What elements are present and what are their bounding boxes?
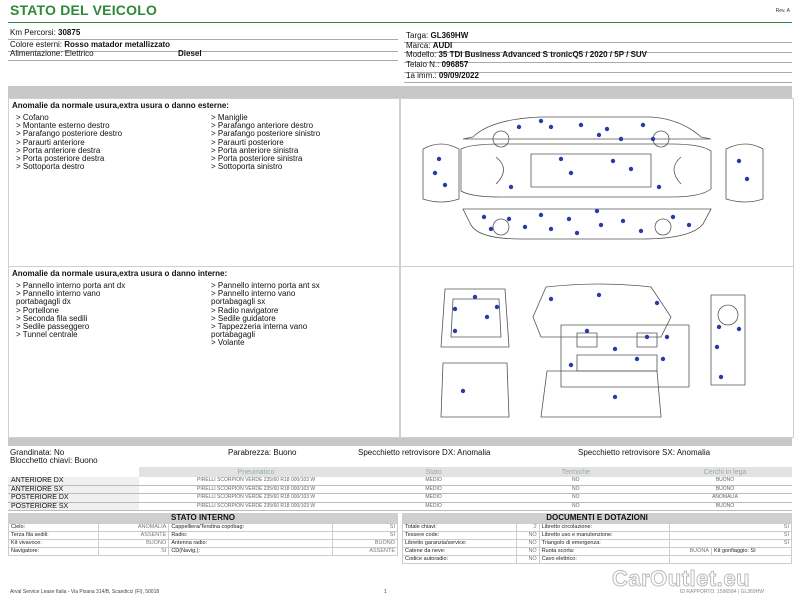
field-value: SI [669, 524, 791, 532]
table-row [8, 494, 792, 503]
list-item: > Parafango posteriore sinistro [211, 129, 321, 139]
fuel-label: Alimentazione: Elettrico [10, 49, 94, 58]
field-value: NO [516, 556, 539, 564]
interior-state-table [8, 523, 398, 556]
field-label: Radio: [169, 532, 333, 540]
tyre-model: PIRELLI SCORPION VERDE 235/60 R18 000/103 W [139, 494, 374, 503]
field-label: Libretto garanzia/service: [403, 540, 517, 548]
brand-value: AUDI [432, 41, 453, 50]
divider [8, 60, 398, 61]
car-interior-diagram [401, 267, 793, 437]
field-label: Cavo elettrico: [539, 556, 669, 564]
mirror-dx-status: Specchietto retrovisore DX: Anomalia [358, 448, 491, 457]
tyre-state: MEDIO [374, 485, 494, 494]
table-row [403, 540, 792, 548]
external-diagram-panel [400, 98, 794, 268]
table-row [403, 532, 792, 540]
list-item: > Radio navigatore [211, 305, 279, 315]
table-header: Pneumatico [139, 467, 374, 477]
table-row [8, 477, 792, 485]
document-title: STATO DEL VEICOLO [10, 2, 158, 18]
section-band [8, 86, 792, 98]
list-item: > Maniglie [211, 113, 248, 122]
title-rule [8, 22, 792, 23]
list-item: > Porta anteriore destra [16, 145, 101, 155]
external-damage-list-1 [16, 114, 122, 171]
field-label: Kit vivavoce: [9, 540, 99, 548]
tyre-state: MEDIO [374, 477, 494, 485]
list-item: > Tunnel centrale [16, 330, 78, 340]
tyre-position: ANTERIORE SX [8, 485, 139, 494]
color-value: Rosso matador metallizzato [64, 40, 171, 49]
color-label: Colore esterni: [10, 40, 63, 49]
list-item: > Pannello interno porta ant sx [211, 281, 320, 290]
table-row [9, 532, 398, 540]
tyre-model: PIRELLI SCORPION VERDE 235/60 R18 000/103 W [139, 485, 374, 494]
brand-label: Marca: [406, 41, 431, 50]
list-item: > Porta anteriore sinistra [211, 145, 299, 155]
plate-value: GL369HW [430, 31, 469, 40]
tyre-model: PIRELLI SCORPION VERDE 235/60 R18 000/103 W [139, 502, 374, 511]
table-header: Termiche [494, 467, 658, 477]
table-row [403, 524, 792, 532]
field-label: Tessere code: [403, 532, 517, 540]
table-row [8, 502, 792, 511]
chassis-value: 096857 [441, 60, 469, 69]
tyre-position: POSTERIORE SX [8, 502, 139, 511]
list-item: > Volante [211, 338, 245, 348]
field-value: BUONO [98, 540, 168, 548]
list-item: > Porta posteriore sinistra [211, 154, 303, 164]
report-reference: ID RAPPORTO: 1596584 | GL369HW [680, 589, 764, 595]
tyre-winter: NO [494, 502, 658, 511]
tyres-table [8, 467, 792, 511]
field-label: Cielo: [9, 524, 99, 532]
car-exterior-diagram [401, 99, 793, 267]
key-lock-status: Blocchetto chiavi: Buono [10, 456, 98, 465]
list-item: portabagagli [211, 330, 256, 340]
field-label: Ruota scorta: [539, 548, 669, 556]
field-label: Triangolo di emergenza: [539, 540, 669, 548]
list-item: > Sottoporta destro [16, 162, 85, 172]
revision-label: Rev. A [775, 8, 790, 14]
field-label: Totale chiavi: [403, 524, 517, 532]
internal-damage-list-1 [16, 282, 125, 339]
km-label: Km Percorsi: [10, 28, 56, 37]
alloy-state: BUONO [658, 502, 792, 511]
list-item: > Tappezzeria interna vano [211, 322, 308, 332]
list-item: > Pannello interno vano [16, 289, 101, 299]
field-value: SI [98, 548, 168, 556]
model-label: Modello: [406, 50, 437, 59]
divider [404, 42, 792, 43]
field-value: 2 [516, 524, 539, 532]
documents-title: DOCUMENTI E DOTAZIONI [402, 513, 792, 523]
tyre-winter: NO [494, 485, 658, 494]
list-item: > Pannello interno porta ant dx [16, 281, 126, 290]
list-item: > Sottoporta sinistro [211, 162, 283, 172]
mirror-sx-status: Specchietto retrovisore SX: Anomalia [578, 448, 711, 457]
external-damage-list-2 [211, 114, 320, 171]
field-label: Libretto circolazione: [539, 524, 669, 532]
table-header [8, 467, 139, 477]
field-label: Codice autoradio: [403, 556, 517, 564]
documents-table [402, 523, 792, 564]
external-damage-panel [8, 98, 400, 268]
field-label: Antenna radio: [169, 540, 333, 548]
chassis-label: Telaio N.: [406, 60, 440, 69]
table-header: Cerchi in lega [658, 467, 792, 477]
list-item: > Sedile passeggero [16, 322, 90, 332]
alloy-state: BUONO [658, 477, 792, 485]
plate-label: Targa: [406, 31, 429, 40]
field-label: CD(Navig.): [169, 548, 333, 556]
field-value: ANOMALIA [98, 524, 168, 532]
field-value: SI [669, 532, 791, 540]
footer-address: Arval Service Lease Italia - Via Pisana 314/B, Scandicci (FI), 50018 [10, 589, 160, 595]
field-value: NO [516, 540, 539, 548]
table-row [403, 556, 792, 564]
status-band [8, 438, 792, 446]
model-value: 35 TDI Business Advanced S tronicQ5 / 2020 / 5P / SUV [438, 50, 648, 59]
page-number: 1 [384, 589, 387, 595]
list-item: > Porta posteriore destra [16, 154, 105, 164]
internal-damage-list-2 [211, 282, 320, 348]
list-item: > Pannello interno vano [211, 289, 296, 299]
tyre-position: ANTERIORE DX [8, 477, 139, 485]
list-item: > Seconda fila sedili [16, 313, 88, 323]
tyre-winter: NO [494, 477, 658, 485]
field-label: Terza fila sedili: [9, 532, 99, 540]
alloy-state: ANOMALIA [658, 494, 792, 503]
list-item: > Portellone [16, 305, 59, 315]
table-row [9, 540, 398, 548]
interior-state-title: STATO INTERNO [8, 513, 398, 523]
field-value: SI [333, 524, 398, 532]
field-label: Cappelliera/Tendina copribag: [169, 524, 333, 532]
km-value: 30875 [58, 28, 81, 37]
windshield-status: Parabrezza: Buono [228, 448, 297, 457]
field-value: NO [516, 548, 539, 556]
field-value: SI [333, 532, 398, 540]
field-label: Kit gonfiaggio: SI [712, 548, 792, 556]
table-row [9, 548, 398, 556]
tyre-position: POSTERIORE DX [8, 494, 139, 503]
list-item: > Montante esterno destro [16, 121, 110, 131]
registration-row [406, 70, 479, 82]
table-row [8, 485, 792, 494]
field-value: BUONO [333, 540, 398, 548]
list-item: portabagagli sx [211, 297, 266, 307]
divider [404, 82, 792, 83]
field-value: NO [516, 532, 539, 540]
field-value [669, 556, 791, 564]
tyre-model: PIRELLI SCORPION VERDE 235/60 R18 000/103 W [139, 477, 374, 485]
list-item: > Parafango anteriore destro [211, 121, 314, 131]
km-row [10, 27, 80, 39]
registration-value: 09/09/2022 [438, 71, 479, 80]
field-label: Libretto uso e manutenzione: [539, 532, 669, 540]
internal-diagram-panel [400, 266, 794, 438]
tyre-state: MEDIO [374, 502, 494, 511]
registration-label: 1a imm.: [406, 71, 437, 80]
fuel-value-row [178, 48, 202, 60]
field-value: ASSENTE [333, 548, 398, 556]
list-item: > Paraurti anteriore [16, 137, 85, 147]
watermark-logo: CarOutlet.eu [612, 566, 751, 591]
table-row [9, 524, 398, 532]
external-damage-title: Anomalie da normale usura,extra usura o danno esterne: [12, 101, 229, 110]
list-item: > Paraurti posteriore [211, 137, 284, 147]
list-item: > Cofano [16, 113, 49, 122]
field-value: ASSENTE [98, 532, 168, 540]
table-header: Stato [374, 467, 494, 477]
field-value: SI [669, 540, 791, 548]
field-value: BUONA [669, 548, 711, 556]
table-row [403, 548, 792, 556]
list-item: > Parafango posteriore destro [16, 129, 123, 139]
hail-status: Grandinata: No [10, 448, 65, 457]
alloy-state: BUONO [658, 485, 792, 494]
list-item: > Sedile guidatore [211, 313, 276, 323]
list-item: portabagagli dx [16, 297, 71, 307]
tyre-state: MEDIO [374, 494, 494, 503]
field-label: Catene da neve: [403, 548, 517, 556]
internal-damage-title: Anomalie da normale usura,extra usura o danno interne: [12, 269, 228, 278]
fuel-row [10, 48, 94, 60]
tyre-winter: NO [494, 494, 658, 503]
field-label: Navigatore: [9, 548, 99, 556]
internal-damage-panel [8, 266, 400, 438]
fuel-value: Diesel [178, 49, 202, 58]
